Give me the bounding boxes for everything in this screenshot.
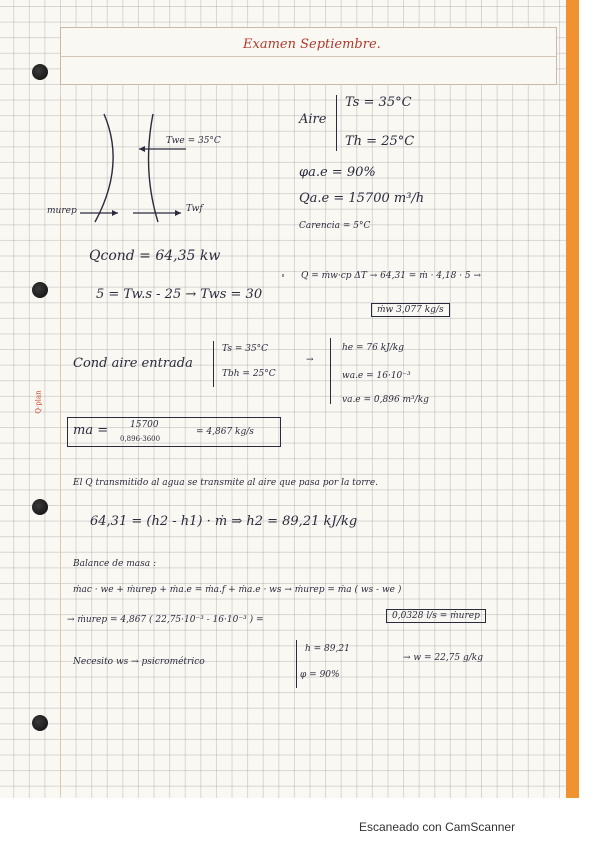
murep-eq: → ṁurep = 4,867 ( 22,75·10⁻³ - 16·10⁻³ ) =	[67, 615, 264, 625]
cond-w: wa.e = 16·10⁻³	[342, 371, 411, 381]
balance-heading: Balance de masa :	[73, 559, 156, 569]
q-eq: Q = ṁw·cp ΔT → 64,31 = ṁ · 4,18 · 5 →	[301, 271, 482, 281]
cond-arrow: →	[306, 355, 314, 365]
murep-result: 0,0328 l/s = ṁurep	[386, 609, 486, 623]
necesito-brace	[296, 640, 297, 688]
margin-logo: Q·plan	[34, 390, 43, 414]
q-transmitido: El Q transmitido al agua se transmite al aire que pasa por la torre.	[73, 478, 379, 488]
aire-flow: Qa.e = 15700 m³/h	[299, 191, 425, 206]
cond-ts: Ts = 35°C	[222, 344, 269, 354]
phi-val: φ = 90%	[300, 670, 340, 680]
page-title: Examen Septiembre.	[243, 37, 381, 52]
murep-label: murep	[47, 206, 77, 216]
h2-eq: 64,31 = (h2 - h1) · ṁ ⇒ h2 = 89,21 kJ/kg	[90, 514, 358, 529]
cond-label: Cond aire entrada	[73, 356, 193, 371]
twf-label: Twf	[186, 204, 203, 214]
aire-label: Aire	[299, 112, 327, 127]
mw-result: ṁw 3,077 kg/s	[371, 303, 450, 317]
cond-h: he = 76 kJ/kg	[342, 343, 405, 353]
tw-entry-label: Twe = 35°C	[166, 136, 221, 146]
cond-tbh: Tbh = 25°C	[222, 369, 276, 379]
mass-eq: ṁac · we + ṁurep + ṁa.e = ṁa.f + ṁa.e · ws → ṁurep = ṁa ( ws - we )	[73, 585, 402, 595]
ma-result: = 4,867 kg/s	[196, 427, 254, 437]
aire-brace	[336, 95, 337, 151]
aire-carencia: Carencia = 5°C	[299, 221, 371, 231]
ma-expr: ma =	[73, 423, 109, 438]
aire-th: Th = 25°C	[345, 134, 415, 149]
ma-numerator: 15700	[130, 420, 159, 430]
h-val: h = 89,21	[305, 644, 350, 654]
w-result: → w = 22,75 g/kg	[403, 653, 484, 663]
aire-phi: φa.e = 90%	[299, 165, 376, 180]
cond-brace	[213, 341, 214, 387]
q-cond: Qcond = 64,35 kw	[89, 248, 221, 264]
cond-v: va.e = 0,896 m³/kg	[342, 395, 429, 405]
necesito: Necesito ws → psicrométrico	[73, 657, 205, 667]
cond-props-brace	[330, 338, 331, 404]
five-eq: 5 = Tw.s - 25 → Tws = 30	[96, 287, 263, 302]
scan-footer: Escaneado con CamScanner	[359, 820, 516, 834]
aire-ts: Ts = 35°C	[345, 95, 412, 110]
ma-denominator: 0,896·3600	[120, 435, 161, 443]
